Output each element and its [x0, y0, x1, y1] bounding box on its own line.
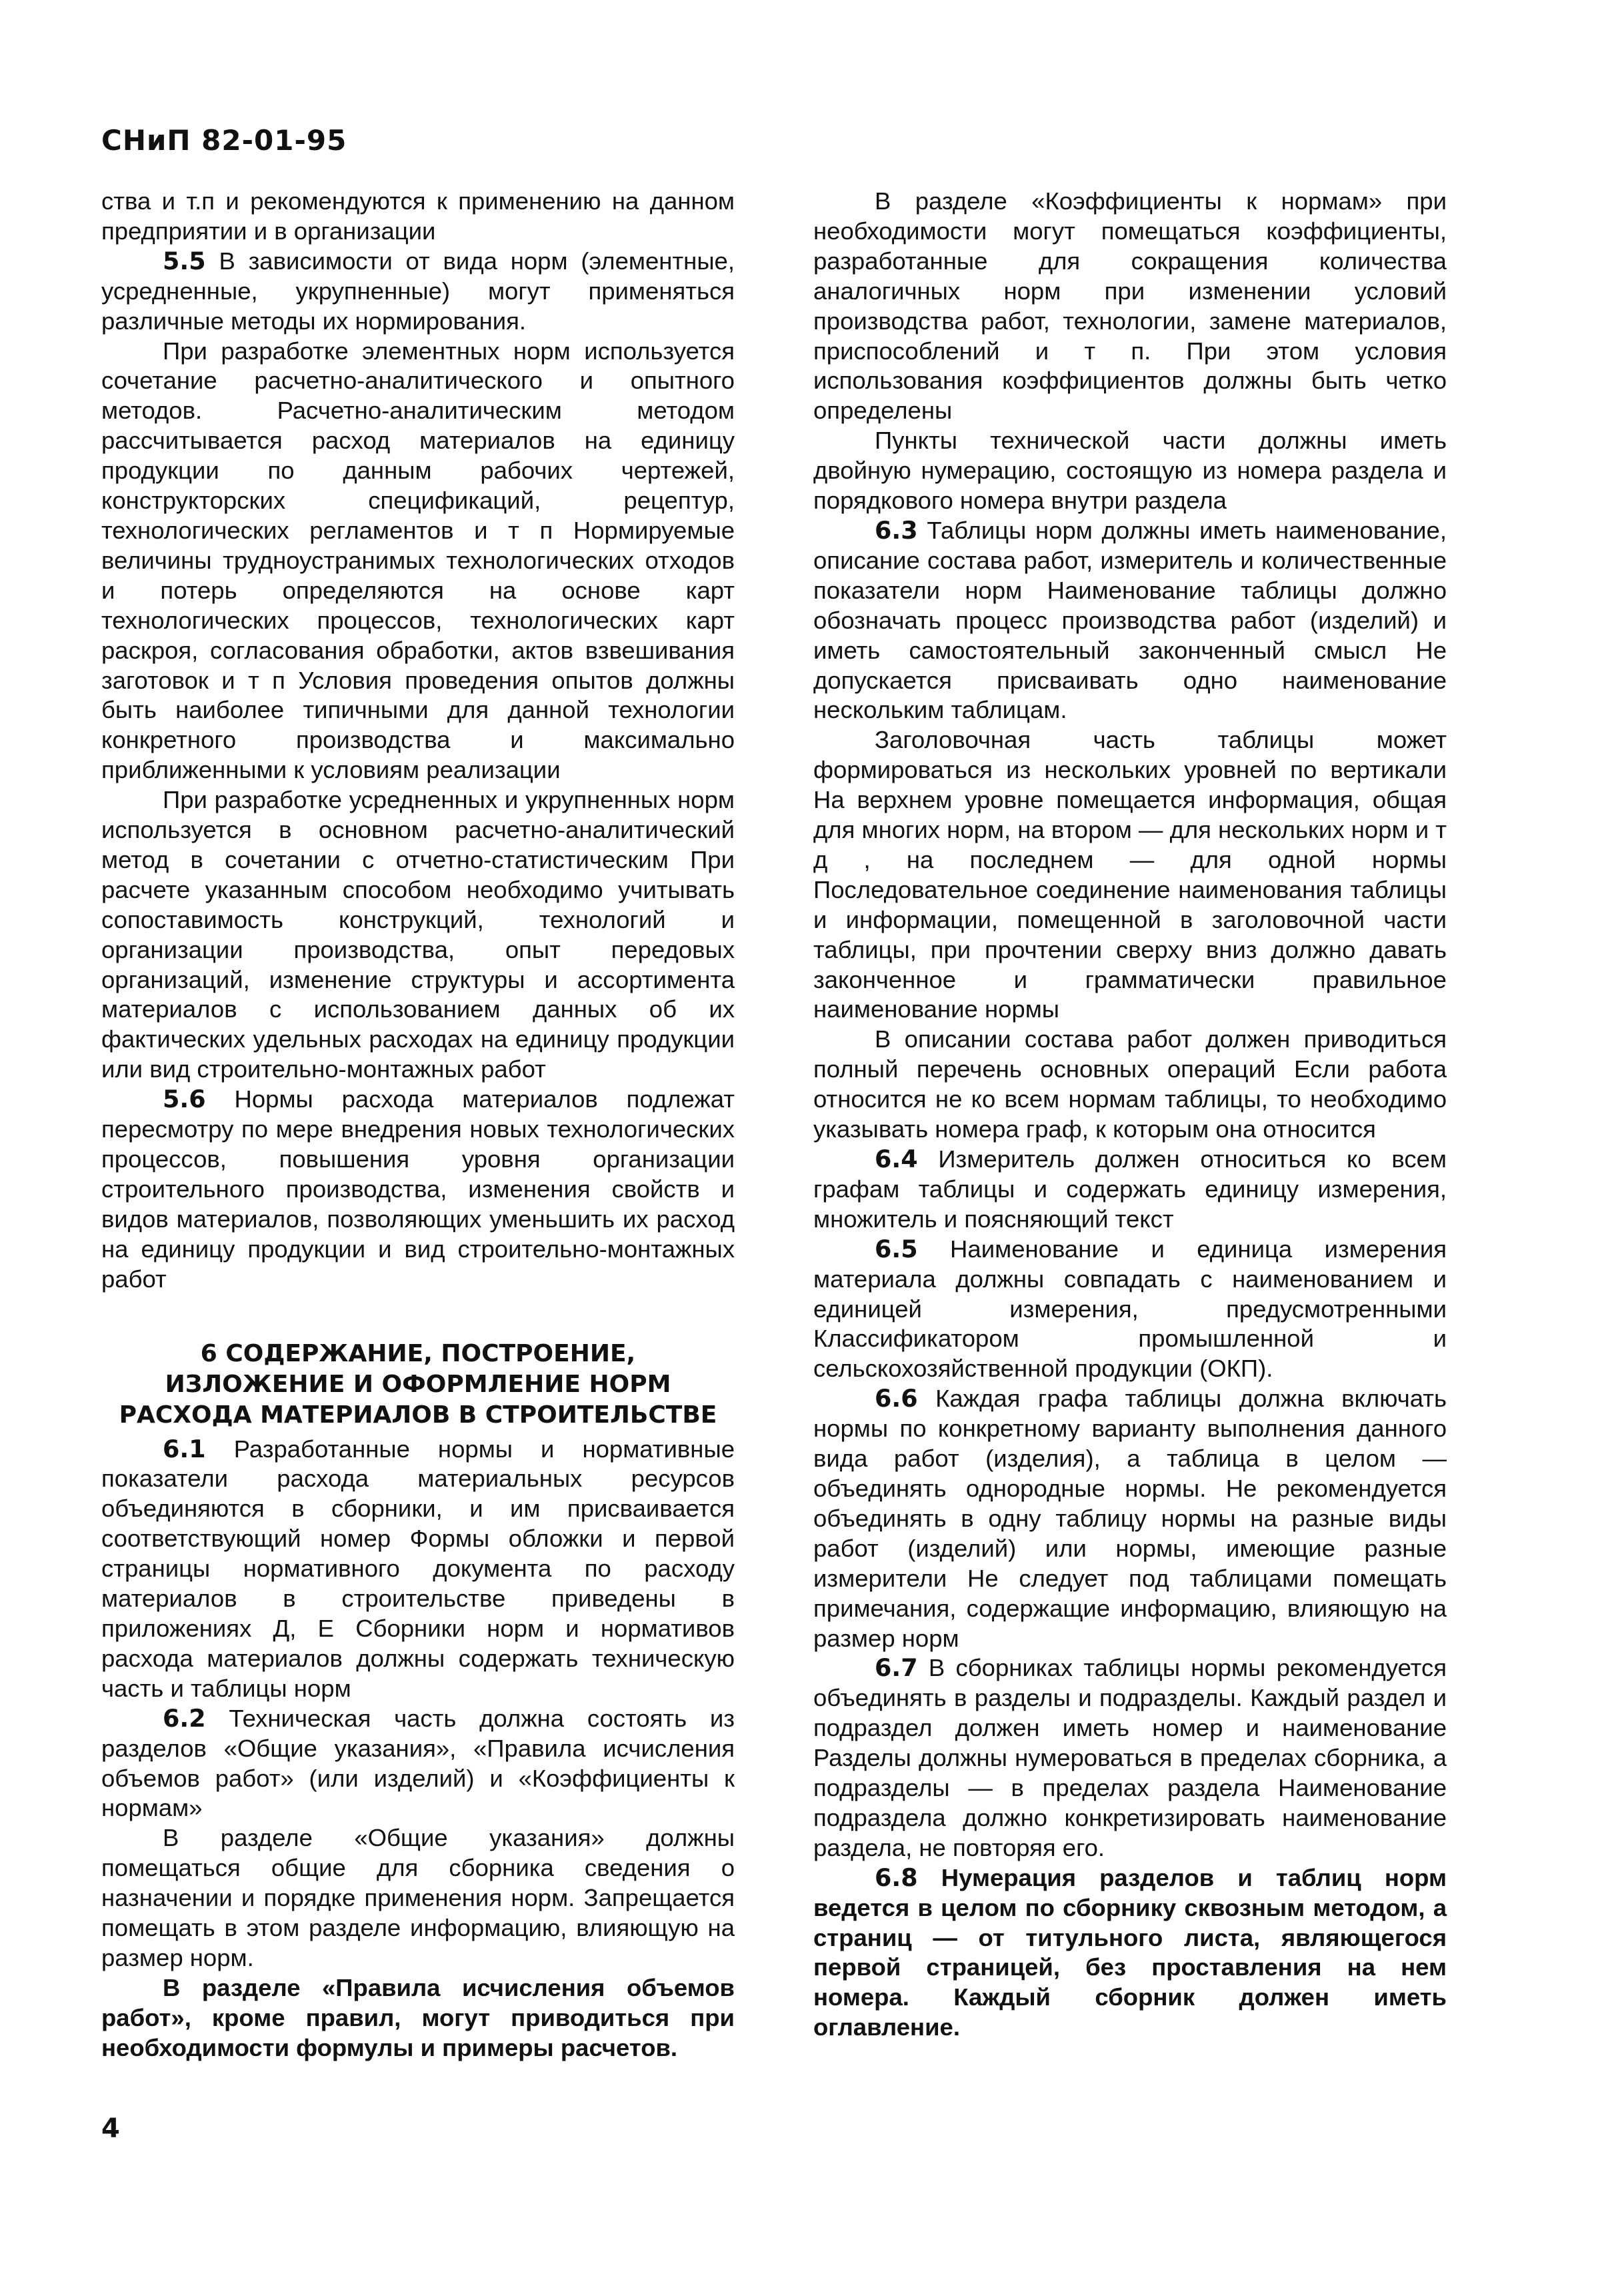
clause-number: 6.5 — [875, 1234, 918, 1263]
clause-text: Разработанные нормы и нормативные показатели расхода материальных ресурсов объединяются в сборники, и им присваивается соответствующий номер Формы обложки и первой страницы нормативного документа по расходу материалов в строительстве приведены в приложениях Д, Е Сборники норм и нормативов расхода материалов должны содержать техническую часть и таблицы норм — [101, 1435, 735, 1702]
clause-5-5 — [101, 247, 735, 337]
clause-6-2 — [101, 1704, 735, 1824]
paragraph-averaged-norms: При разработке усредненных и укрупненных норм используется в основном расчетно-аналитический метод в сочетании с отчетно-статистическим При расчете указанным способом необходимо учитывать сопоставимость конструкций, технологий и организации производства, опыт передовых организаций, изменение структуры и ассортимента материалов с использованием данных об их фактических удельных расходах на единицу продукции или вид строительно-монтажных работ — [101, 786, 735, 1083]
clause-text: Техническая часть должна состоять из разделов «Общие указания», «Правила исчисления объемов работ» (или изделий) и «Коэффициенты к нормам» — [101, 1704, 735, 1822]
clause-text: В зависимости от вида норм (элементные, усредненные, укрупненные) могут применяться различные методы их нормирования. — [101, 247, 735, 335]
clause-text: Таблицы норм должны иметь наименование, описание состава работ, измеритель и количественные показатели норм Наименование таблицы должно обозначать процесс производства работ (изделий) и иметь самостоятельный законченный смысл Не допускается присваивать одно наименование нескольким таблицам. — [813, 516, 1447, 724]
clause-number: 5.5 — [163, 246, 206, 275]
heading-line: РАСХОДА МАТЕРИАЛОВ В СТРОИТЕЛЬСТВЕ — [119, 1401, 717, 1429]
section-6-heading — [101, 1339, 735, 1431]
clause-number: 6.4 — [875, 1145, 918, 1173]
left-column — [101, 187, 735, 2063]
paragraph-calculation-rules: В разделе «Правила исчисления объемов работ», кроме правил, могут приводиться при необходимости формулы и примеры расчетов. — [101, 1973, 735, 2061]
clause-number: 6.6 — [875, 1384, 918, 1413]
heading-line: ИЗЛОЖЕНИЕ И ОФОРМЛЕНИЕ НОРМ — [165, 1370, 671, 1398]
paragraph-numbering: Пункты технической части должны иметь двойную нумерацию, состоящую из номера раздела и порядкового номера внутри раздела — [813, 427, 1447, 515]
clause-6-1 — [101, 1435, 735, 1704]
clause-text: Нумерация разделов и таблиц норм ведется в целом по сборнику сквозным методом, а страниц — от титульного листа, являющегося первой страницей, без проставления на нем номера. Каждый сборник должен иметь оглавление. — [813, 1863, 1447, 2041]
clause-text: Каждая графа таблицы должна включать нормы по конкретному варианту выполнения данного вида работ (изделия), а таблица в целом — объединять однородные нормы. Не рекомендуется объединять в одну таблицу нормы на разные виды работ (изделий) или нормы, имеющие разные измерители Не следует под таблицами помещать примечания, содержащие информацию, влияющую на размер норм — [813, 1385, 1447, 1652]
page-number: 4 — [101, 2113, 120, 2144]
paragraph-continuation: ства и т.п и рекомендуются к применению на данном предприятии и в организации — [101, 187, 735, 245]
clause-6-7 — [813, 1653, 1447, 1863]
paragraph-general-instructions: В разделе «Общие указания» должны помещаться общие для сборника сведения о назначении и порядке применения норм. Запрещается помещать в этом разделе информацию, влияющую на размер норм. — [101, 1824, 735, 1971]
clause-number: 6.2 — [163, 1703, 206, 1733]
clause-6-6 — [813, 1384, 1447, 1653]
right-column — [813, 187, 1447, 2043]
clause-6-4 — [813, 1145, 1447, 1235]
clause-6-3 — [813, 516, 1447, 725]
clause-text: Наименование и единица измерения материала должны совпадать с наименованием и единицей измерения, предусмотренными Классификатором промышленной и сельскохозяйственной продукции (ОКП). — [813, 1235, 1447, 1383]
clause-text: Измеритель должен относиться ко всем графам таблицы и содержать единицу измерения, множитель и поясняющий текст — [813, 1145, 1447, 1233]
clause-number: 6.8 — [875, 1863, 918, 1892]
clause-number: 6.1 — [163, 1434, 206, 1463]
paragraph-table-header: Заголовочная часть таблицы может формироваться из нескольких уровней по вертикали На верхнем уровне помещается информация, общая для многих норм, на втором — для нескольких норм и т д , на последнем — для одной нормы Последовательное соединение наименования таблицы и информации, помещенной в заголовочной части таблицы, при прочтении сверху вниз должно давать законченное и грамматически правильное наименование нормы — [813, 726, 1447, 1023]
document-code-header: СНиП 82-01-95 — [101, 124, 347, 157]
clause-number: 6.7 — [875, 1653, 918, 1683]
clause-number: 5.6 — [163, 1085, 206, 1114]
clause-number: 6.3 — [875, 515, 918, 545]
paragraph-coefficients: В разделе «Коэффициенты к нормам» при необходимости могут помещаться коэффициенты, разработанные для сокращения количества аналогичных норм при изменении условий производства работ, технологии, замене материалов, приспособлений и т п. При этом условия использования коэффициентов должны быть четко определены — [813, 187, 1447, 425]
clause-text: Нормы расхода материалов подлежат пересмотру по мере внедрения новых технологических процессов, повышения уровня организации строительного производства, изменения свойств и видов материалов, позволяющих уменьшить их расход на единицу продукции и вид строительно-монтажных работ — [101, 1085, 735, 1293]
clause-5-6 — [101, 1085, 735, 1294]
clause-text: В сборниках таблицы нормы рекомендуется объединять в разделы и подразделы. Каждый раздел и подраздел должен иметь номер и наименование Разделы должны нумероваться в пределах сборника, а подразделы — в пределах раздела Наименование подраздела должно конкретизировать наименование раздела, не повторяя его. — [813, 1654, 1447, 1861]
paragraph-elementary-norms: При разработке элементных норм используется сочетание расчетно-аналитического и опытного методов. Расчетно-аналитическим методом рассчитывается расход материалов на единицу продукции по данным рабочих чертежей, конструкторских спецификаций, рецептур, технологических регламентов и т п Нормируемые величины трудноустранимых технологических отходов и потерь определяются на основе карт технологических процессов, технологических карт раскроя, согласования обработки, актов взвешивания заготовок и т п Условия проведения опытов должны быть наиболее типичными для данной технологии конкретного производства и максимально приближенными к условиям реализации — [101, 337, 735, 784]
heading-line: 6 СОДЕРЖАНИЕ, ПОСТРОЕНИЕ, — [200, 1339, 636, 1367]
paragraph-work-description: В описании состава работ должен приводиться полный перечень основных операций Если работа относится не ко всем нормам таблицы, то необходимо указывать номера граф, к которым она относится — [813, 1025, 1447, 1143]
clause-6-8 — [813, 1863, 1447, 2043]
clause-6-5 — [813, 1235, 1447, 1385]
